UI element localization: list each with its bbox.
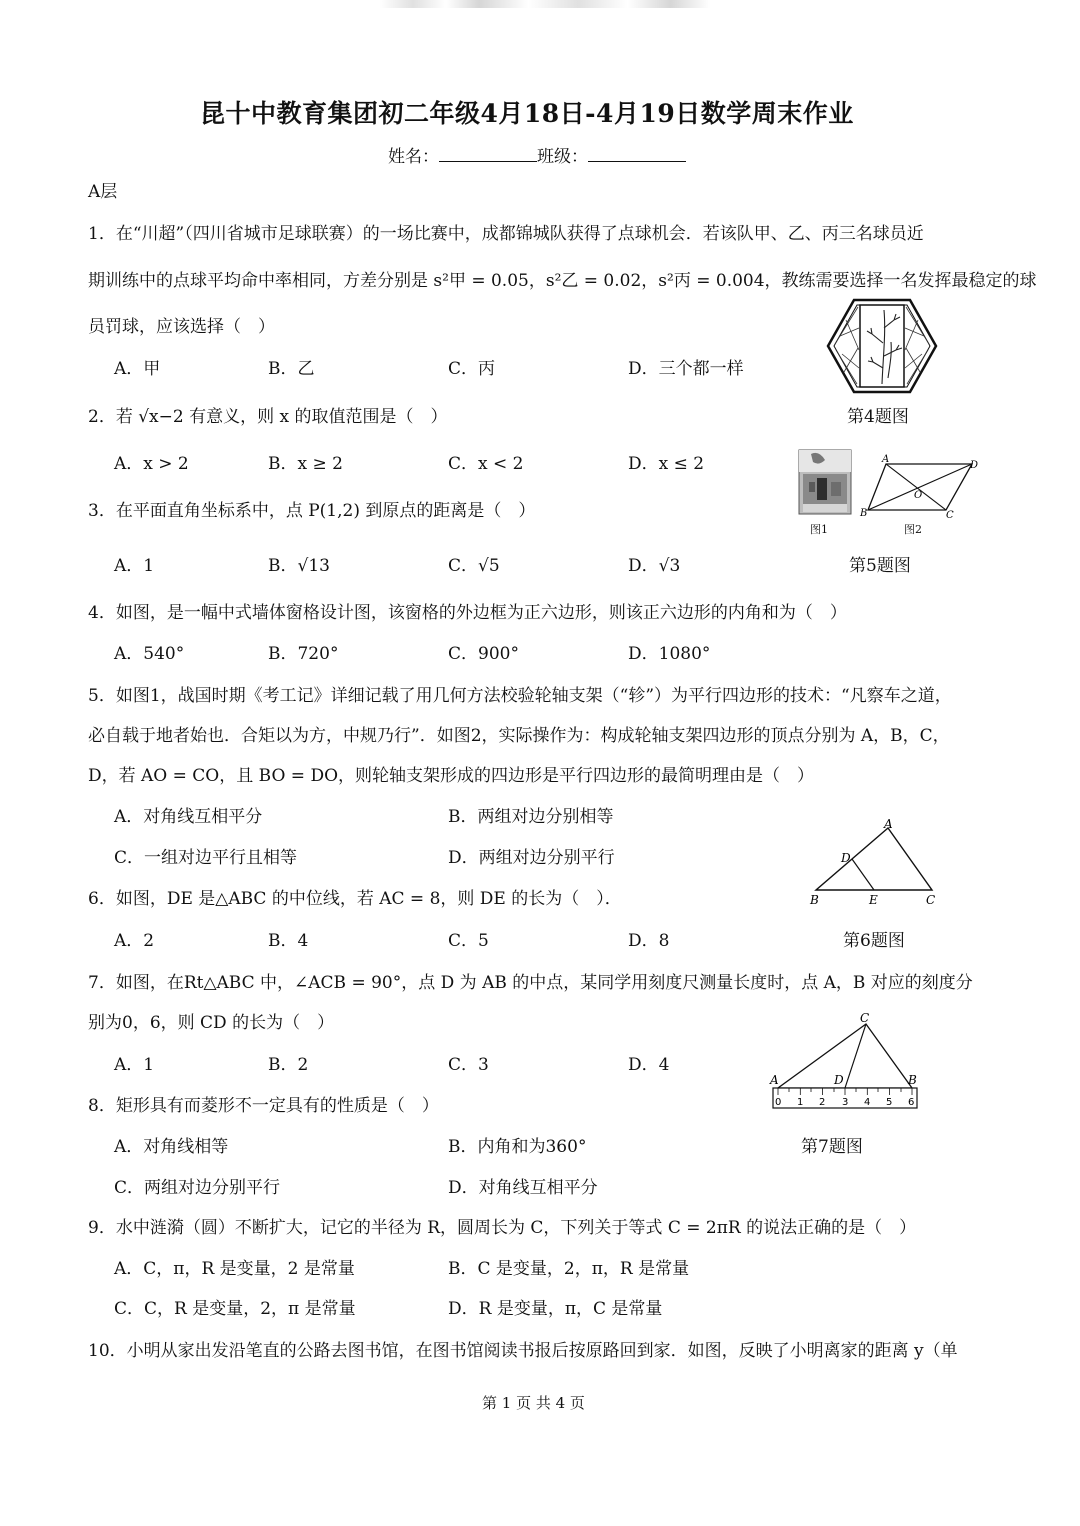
q6-stem: 6．如图，DE 是△ABC 的中位线，若 AC = 8，则 DE 的长为（ ）． (88, 889, 622, 909)
figure-5-caption: 第5题图 (849, 556, 911, 576)
q1-option-c: C．丙 (448, 359, 496, 379)
q1-option-b: B．乙 (268, 359, 315, 379)
q4-option-c: C．900° (448, 644, 519, 664)
q2-stem: 2．若 √x−2 有意义，则 x 的取值范围是（ ） (88, 407, 448, 427)
q5-line1: 5．如图1，战国时期《考工记》详细记载了用几何方法校验轮轴支架（“轸”）为平行四边形的技术：“凡察车之道， (88, 686, 952, 706)
ruler-tick-4: 4 (864, 1097, 871, 1108)
fig7-label-b: B (908, 1073, 917, 1087)
figure-5-photo (797, 446, 855, 516)
fig6-label-c: C (926, 893, 936, 907)
q5-line2: 必自载于地者始也．合矩以为方，中规乃行”．如图2，实际操作为：构成轮轴支架四边形的顶点分别为 A，B，C， (88, 726, 950, 746)
q9-option-c: C．C，R 是变量，2，π 是常量 (114, 1299, 356, 1319)
figure-5-sub2-caption: 图2 (904, 523, 922, 536)
ruler-tick-5: 5 (886, 1097, 893, 1108)
q7-option-d: D．4 (628, 1055, 670, 1075)
fig6-label-b: B (810, 893, 819, 907)
q8-option-a: A．对角线相等 (114, 1137, 229, 1157)
q1-option-d: D．三个都一样 (628, 359, 744, 379)
q10-line1: 10．小明从家出发沿笔直的公路去图书馆，在图书馆阅读书报后按原路回到家．如图，反映了小明离家的距离 y（单 (88, 1341, 958, 1361)
fig6-label-a: A (884, 817, 893, 831)
q1-option-a: A．甲 (114, 359, 161, 379)
name-blank[interactable] (439, 147, 537, 162)
class-blank[interactable] (588, 147, 686, 162)
name-label: 姓名： (388, 147, 439, 167)
q3-stem: 3．在平面直角坐标系中，点 P(1,2) 到原点的距离是（ ） (88, 501, 536, 521)
ruler-tick-1: 1 (797, 1097, 804, 1108)
page-footer: 第 1 页 共 4 页 (482, 1394, 585, 1412)
q9-option-b: B．C 是变量，2，π，R 是常量 (448, 1259, 690, 1279)
q6-option-a: A．2 (114, 931, 155, 951)
q2-option-b: B．x ≥ 2 (268, 454, 343, 474)
q1-line2: 期训练中的点球平均命中率相同，方差分别是 s²甲 = 0.05，s²乙 = 0.02，s²丙 = 0.004，教练需要选择一名发挥最稳定的球 (88, 271, 1037, 291)
q4-option-a: A．540° (114, 644, 185, 664)
q6-option-b: B．4 (268, 931, 309, 951)
q4-stem: 4．如图，是一幅中式墙体窗格设计图，该窗格的外边框为正六边形，则该正六边形的内角和为（ ） (88, 603, 847, 623)
ruler-tick-3: 3 (842, 1097, 849, 1108)
q6-option-d: D．8 (628, 931, 670, 951)
fig5-label-b: B (860, 508, 868, 519)
fig5-label-d: D (970, 460, 979, 471)
q8-stem: 8．矩形具有而菱形不一定具有的性质是（ ） (88, 1096, 439, 1116)
q8-option-c: C．两组对边分别平行 (114, 1178, 281, 1198)
fig7-label-d: D (834, 1073, 844, 1087)
q1-line3: 员罚球，应该选择（ ） (88, 317, 275, 337)
page-title: 昆十中教育集团初二年级4月18日-4月19日数学周末作业 (200, 99, 854, 128)
fig6-label-d: D (841, 851, 851, 865)
q5-line3: D，若 AO = CO，且 BO = DO，则轮轴支架形成的四边形是平行四边形的最简明理由是（ ） (88, 766, 815, 786)
q5-option-d: D．两组对边分别平行 (448, 848, 615, 868)
figure-7-caption: 第7题图 (801, 1137, 863, 1157)
ruler-tick-0: 0 (775, 1097, 782, 1108)
figure-4-hexagon-window (826, 298, 938, 394)
q5-option-a: A．对角线互相平分 (114, 807, 263, 827)
q7-option-a: A．1 (114, 1055, 155, 1075)
fig5-label-a: A (882, 454, 890, 465)
fig7-label-a: A (770, 1073, 779, 1087)
q3-option-b: B．√13 (268, 556, 330, 576)
name-class-line (388, 146, 686, 168)
fig7-label-c: C (860, 1011, 870, 1025)
section-label: A层 (88, 182, 118, 202)
fig5-label-c: C (946, 510, 954, 521)
q2-option-c: C．x < 2 (448, 454, 524, 474)
q4-option-d: D．1080° (628, 644, 711, 664)
figure-6-triangle (806, 818, 942, 908)
ruler-tick-6: 6 (908, 1097, 915, 1108)
class-label: 班级： (537, 147, 588, 167)
q4-option-b: B．720° (268, 644, 339, 664)
q9-stem: 9．水中涟漪（圆）不断扩大，记它的半径为 R，圆周长为 C，下列关于等式 C = 2πR 的说法正确的是（ ） (88, 1218, 917, 1238)
q8-option-d: D．对角线互相平分 (448, 1178, 598, 1198)
q7-line2: 别为0，6，则 CD 的长为（ ） (88, 1013, 335, 1033)
q7-option-c: C．3 (448, 1055, 489, 1075)
q5-option-b: B．两组对边分别相等 (448, 807, 614, 827)
q1-line1: 1．在“川超”（四川省城市足球联赛）的一场比赛中，成都锦城队获得了点球机会．若该队甲、乙、丙三名球员近 (88, 224, 924, 244)
q7-line1: 7．如图，在Rt△ABC 中，∠ACB = 90°，点 D 为 AB 的中点，某同学用刻度尺测量长度时，点 A，B 对应的刻度分 (88, 973, 973, 993)
fig5-label-o: O (914, 490, 923, 501)
q6-option-c: C．5 (448, 931, 489, 951)
q7-option-b: B．2 (268, 1055, 309, 1075)
q2-option-d: D．x ≤ 2 (628, 454, 705, 474)
q5-option-c: C．一组对边平行且相等 (114, 848, 298, 868)
scan-artifact (380, 0, 710, 8)
figure-7-ruler-triangle (768, 1012, 924, 1112)
q3-option-a: A．1 (114, 556, 155, 576)
q9-option-d: D．R 是变量，π，C 是常量 (448, 1299, 663, 1319)
figure-5-parallelogram (860, 454, 980, 521)
q8-option-b: B．内角和为360° (448, 1137, 587, 1157)
q3-option-c: C．√5 (448, 556, 500, 576)
fig6-label-e: E (869, 893, 878, 907)
q3-option-d: D．√3 (628, 556, 681, 576)
q9-option-a: A．C，π，R 是变量，2 是常量 (114, 1259, 355, 1279)
figure-4-caption: 第4题图 (847, 407, 909, 427)
ruler-tick-2: 2 (819, 1097, 826, 1108)
q2-option-a: A．x > 2 (114, 454, 189, 474)
figure-5-sub1-caption: 图1 (810, 523, 828, 536)
figure-6-caption: 第6题图 (843, 931, 905, 951)
